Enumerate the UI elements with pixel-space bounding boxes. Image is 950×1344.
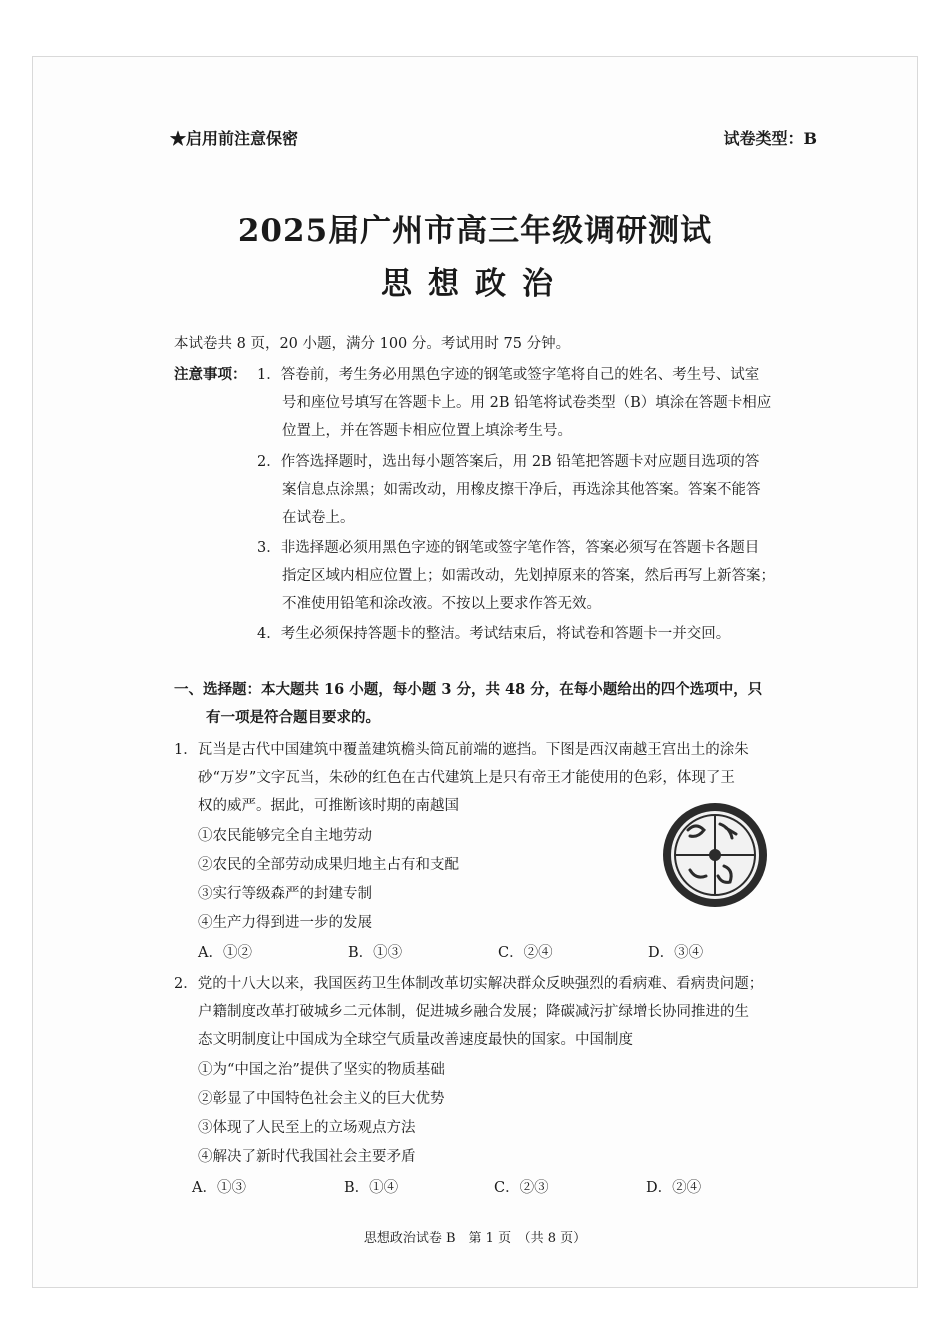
paper-type: 试卷类型：B xyxy=(723,129,817,148)
question-1-stem: 1．瓦当是古代中国建筑中覆盖建筑檐头筒瓦前端的遮挡。下图是西汉南越王宫出土的涂朱 xyxy=(174,742,749,758)
question-2-option-d: D．②④ xyxy=(646,1180,702,1196)
question-2-option-b: B．①④ xyxy=(344,1180,399,1196)
question-1-option-c: C．②④ xyxy=(498,945,553,961)
question-1-stem: 砂“万岁”文字瓦当，朱砂的红色在古代建筑上是只有帝王才能使用的色彩，体现了王 xyxy=(198,770,735,786)
notice-line: 2．作答选择题时，选出每小题答案后，用 2B 铅笔把答题卡对应题目选项的答 xyxy=(257,454,760,470)
question-2-statement: ②彰显了中国特色社会主义的巨大优势 xyxy=(198,1091,445,1107)
subject-title: 思想政治 xyxy=(381,266,569,302)
notice-line: 在试卷上。 xyxy=(282,510,355,526)
notice-line: 4．考生必须保持答题卡的整洁。考试结束后，将试卷和答题卡一并交回。 xyxy=(257,626,731,642)
section-heading-cont: 有一项是符合题目要求的。 xyxy=(206,709,380,726)
notice-line: 案信息点涂黑；如需改动，用橡皮擦干净后，再选涂其他答案。答案不能答 xyxy=(282,482,761,498)
question-2-statement: ④解决了新时代我国社会主要矛盾 xyxy=(198,1149,416,1165)
section-heading: 一、选择题：本大题共 16 小题，每小题 3 分，共 48 分，在每小题给出的四个选项中，只 xyxy=(174,681,763,698)
question-2-stem: 户籍制度改革打破城乡二元体制，促进城乡融合发展；降碳减污扩绿增长协同推进的生 xyxy=(198,1004,749,1020)
notice-label: 注意事项： xyxy=(174,366,247,383)
question-2-option-c: C．②③ xyxy=(494,1180,549,1196)
notice-line: 位置上，并在答题卡相应位置上填涂考生号。 xyxy=(282,423,572,439)
notice-line: 不准使用铅笔和涂改液。不按以上要求作答无效。 xyxy=(282,596,601,612)
question-2-statement: ①为“中国之治”提供了坚实的物质基础 xyxy=(198,1062,445,1078)
notice-line: 1．答卷前，考生务必用黑色字迹的钢笔或签字笔将自己的姓名、考生号、试室 xyxy=(257,367,760,383)
question-1-statement: ①农民能够完全自主地劳动 xyxy=(198,828,372,844)
exam-title: 2025届广州市高三年级调研测试 xyxy=(237,213,713,249)
question-1-option-b: B．①③ xyxy=(348,945,403,961)
question-2-option-a: A．①③ xyxy=(192,1180,246,1196)
question-1-statement: ③实行等级森严的封建专制 xyxy=(198,886,372,902)
notice-line: 指定区域内相应位置上；如需改动，先划掉原来的答案，然后再写上新答案； xyxy=(282,568,775,584)
wadang-roof-tile-image xyxy=(660,800,770,910)
confidential-note: ★启用前注意保密 xyxy=(170,129,299,148)
question-1-option-a: A．①② xyxy=(198,945,252,961)
question-2-stem: 态文明制度让中国成为全球空气质量改善速度最快的国家。中国制度 xyxy=(198,1032,633,1048)
notice-line: 号和座位号填写在答题卡上。用 2B 铅笔将试卷类型（B）填涂在答题卡相应 xyxy=(282,395,772,411)
question-1-stem: 权的威严。据此，可推断该时期的南越国 xyxy=(198,798,459,814)
notice-line: 3．非选择题必须用黑色字迹的钢笔或签字笔作答，答案必须写在答题卡各题目 xyxy=(257,540,760,556)
question-1-statement: ②农民的全部劳动成果归地主占有和支配 xyxy=(198,857,459,873)
question-2-statement: ③体现了人民至上的立场观点方法 xyxy=(198,1120,416,1136)
page-footer: 思想政治试卷 B 第 1 页 （共 8 页） xyxy=(363,1231,587,1246)
question-2-stem: 2．党的十八大以来，我国医药卫生体制改革切实解决群众反映强烈的看病难、看病贵问题； xyxy=(174,976,764,992)
question-1-statement: ④生产力得到进一步的发展 xyxy=(198,915,372,931)
exam-intro: 本试卷共 8 页，20 小题，满分 100 分。考试用时 75 分钟。 xyxy=(174,336,571,352)
question-1-option-d: D．③④ xyxy=(648,945,704,961)
